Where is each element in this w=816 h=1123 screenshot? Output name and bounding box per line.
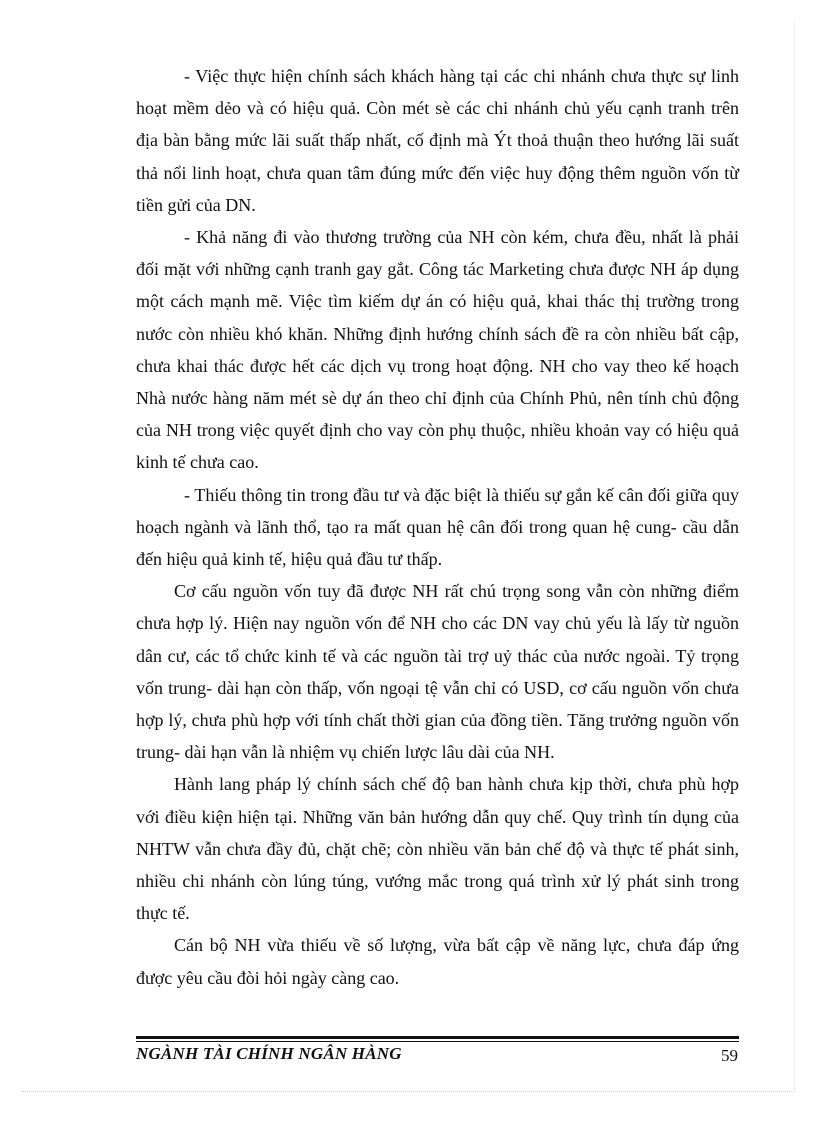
page-number: 59 [721, 1046, 738, 1065]
body-text [136, 60, 739, 994]
page-border-bottom [22, 1091, 794, 1092]
paragraph-customer-policy: - Việc thực hiện chính sách khách hàng tại các chi nhánh chưa thực sự linh hoạt mềm dẻo và có hiệu quả. Còn mét sè các chi nhánh chủ yếu cạnh tranh trên địa bàn bằng mức lãi suất thấp nhất, cố định mà Ýt thoả thuận theo hướng lãi suất thả nổi linh hoạt, chưa quan tâm đúng mức đến việc huy động thêm nguồn vốn từ tiền gửi của DN. [136, 66, 739, 215]
paragraph-legal-framework: Hành lang pháp lý chính sách chế độ ban hành chưa kịp thời, chưa phù hợp với điều kiện hiện tại. Những văn bản hướng dẫn quy chế. Quy trình tín dụng của NHTW vẫn chưa đầy đủ, chặt chẽ; còn nhiều văn bản chế độ và thực tế phát sinh, nhiều chi nhánh còn lúng túng, vướng mắc trong quá trình xử lý phát sinh trong thực tế. [136, 774, 739, 924]
paragraph-investment-information: - Thiếu thông tin trong đầu tư và đặc biệt là thiếu sự gắn kế cân đối giữa quy hoạch ngành và lãnh thổ, tạo ra mất quan hệ cân đối trong quan hệ cung- cầu dẫn đến hiệu quả kinh tế, hiệu quả đầu tư thấp. [136, 484, 739, 570]
footer-rule-thick [136, 1036, 739, 1039]
footer-title: NGÀNH TÀI CHÍNH NGÂN HÀNG [136, 1044, 402, 1063]
paragraph-capital-structure: Cơ cấu nguồn vốn tuy đã được NH rất chú trọng song vẫn còn những điểm chưa hợp lý. Hiện nay nguồn vốn để NH cho các DN vay chủ yếu là lấy từ nguồn dân cư, các tổ chức kinh tế và các nguồn tài trợ uỷ thác của nước ngoài. Tỷ trọng vốn trung- dài hạn còn thấp, vốn ngoại tệ vẫn chỉ có USD, cơ cấu nguồn vốn chưa hợp lý, chưa phù hợp với tính chất thời gian của đồng tiền. Tăng trưởng nguồn vốn trung- dài hạn vẫn là nhiệm vụ chiến lược lâu dài của NH. [136, 581, 739, 763]
footer-rule-thin [136, 1041, 739, 1042]
paragraph-market-capability: - Khả năng đi vào thương trường của NH còn kém, chưa đều, nhất là phải đối mặt với những cạnh tranh gay gắt. Công tác Marketing chưa được NH áp dụng một cách mạnh mẽ. Việc tìm kiếm dự án có hiệu quả, khai thác thị trường trong nước còn nhiều khó khăn. Những định hướng chính sách đề ra còn nhiều bất cập, chưa khai thác được hết các dịch vụ trong hoạt động. NH cho vay theo kế hoạch Nhà nước hàng năm mét sè dự án theo chỉ định của Chính Phủ, nên tính chủ động của NH trong việc quyết định cho vay còn phụ thuộc, nhiều khoản vay có hiệu quả kinh tế chưa cao. [136, 227, 739, 473]
paragraph-staff: Cán bộ NH vừa thiếu về số lượng, vừa bất cập về năng lực, chưa đáp ứng được yêu cầu đòi hỏi ngày càng cao. [136, 935, 739, 988]
page-border-right [794, 20, 795, 1091]
